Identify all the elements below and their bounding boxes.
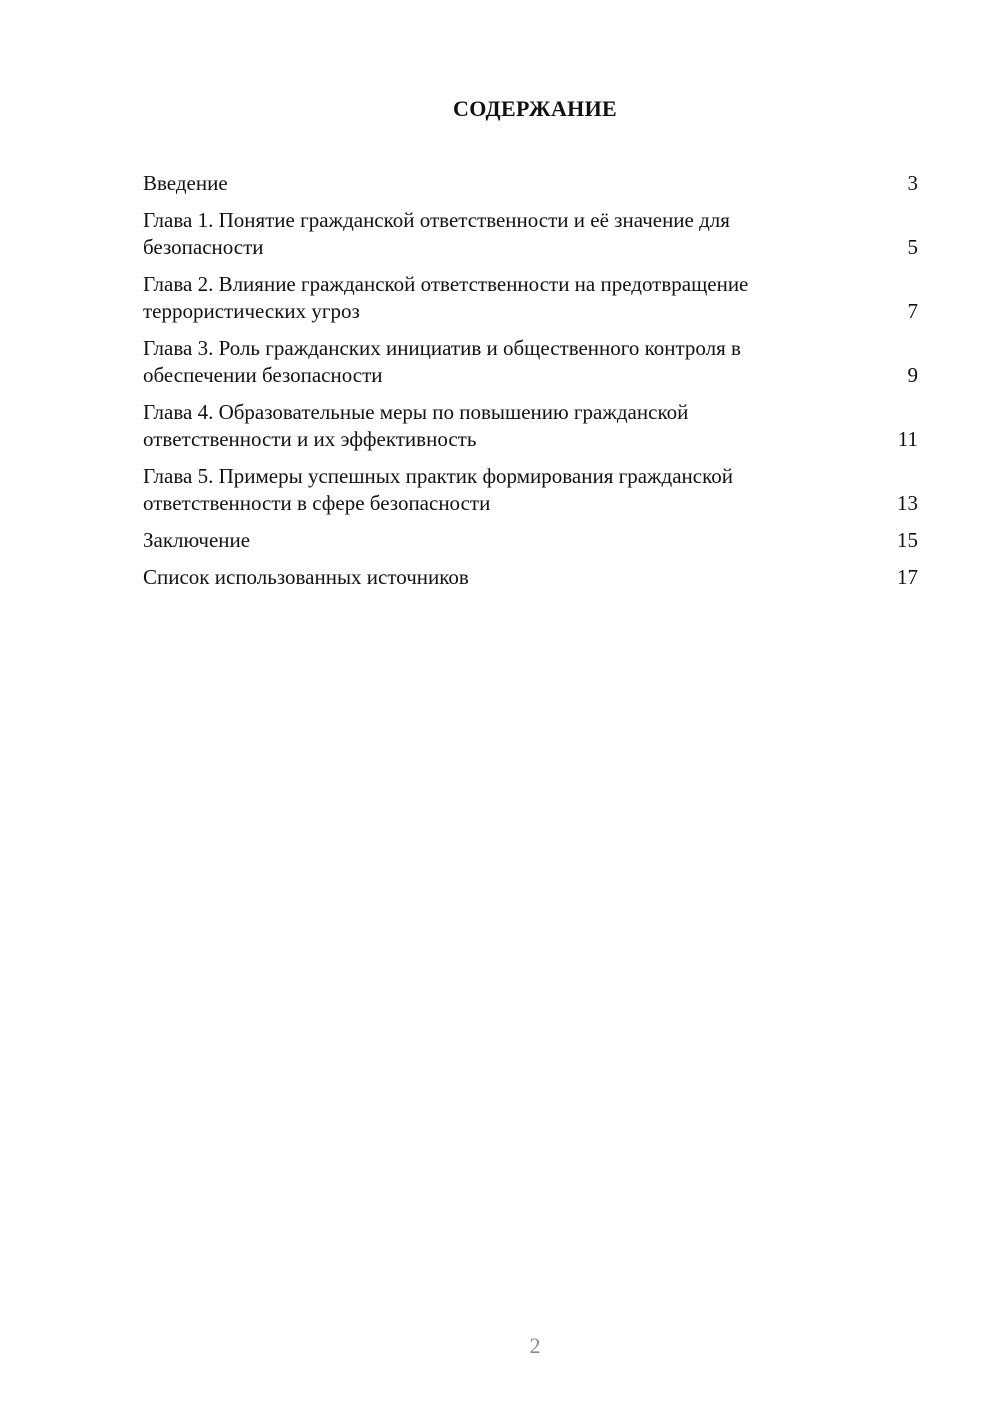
toc-entry-page: 7 (907, 299, 918, 323)
toc-entry-page: 11 (897, 427, 918, 451)
toc-entry-page: 9 (907, 363, 918, 387)
toc-title: СОДЕРЖАНИЕ (453, 96, 617, 121)
toc-entry-text: Введение (143, 171, 228, 195)
toc-entry-chapter-3 (143, 335, 918, 389)
toc-entry-text: Глава 4. Образовательные меры по повышению гражданской ответственности и их эффективность (143, 400, 689, 451)
toc-entry-references (143, 564, 918, 591)
toc-entry-page: 15 (897, 528, 918, 552)
toc-entry-text: Глава 2. Влияние гражданской ответственности на предотвращение террористических угроз (143, 272, 749, 323)
toc-entry-page: 5 (907, 235, 918, 259)
toc-entry-text: Глава 5. Примеры успешных практик формирования гражданской ответственности в сфере безопасности (143, 464, 733, 515)
toc-entry-chapter-1 (143, 207, 918, 261)
toc-entry-chapter-2 (143, 271, 918, 325)
toc-entry-text: Глава 3. Роль гражданских инициатив и общественного контроля в обеспечении безопасности (143, 336, 741, 387)
toc-entry-introduction (143, 170, 918, 197)
toc-entry-page: 13 (897, 491, 918, 515)
toc-entry-page: 3 (907, 171, 918, 195)
toc-entry-page: 17 (897, 565, 918, 589)
toc-entry-text: Список использованных источников (143, 565, 469, 589)
toc-entry-text: Заключение (143, 528, 251, 552)
toc-entry-conclusion (143, 527, 918, 554)
page-number: 2 (529, 1333, 541, 1358)
toc-entry-chapter-5 (143, 463, 918, 517)
toc-list (143, 170, 918, 601)
toc-entry-chapter-4 (143, 399, 918, 453)
toc-entry-text: Глава 1. Понятие гражданской ответственности и её значение для безопасности (143, 208, 730, 259)
